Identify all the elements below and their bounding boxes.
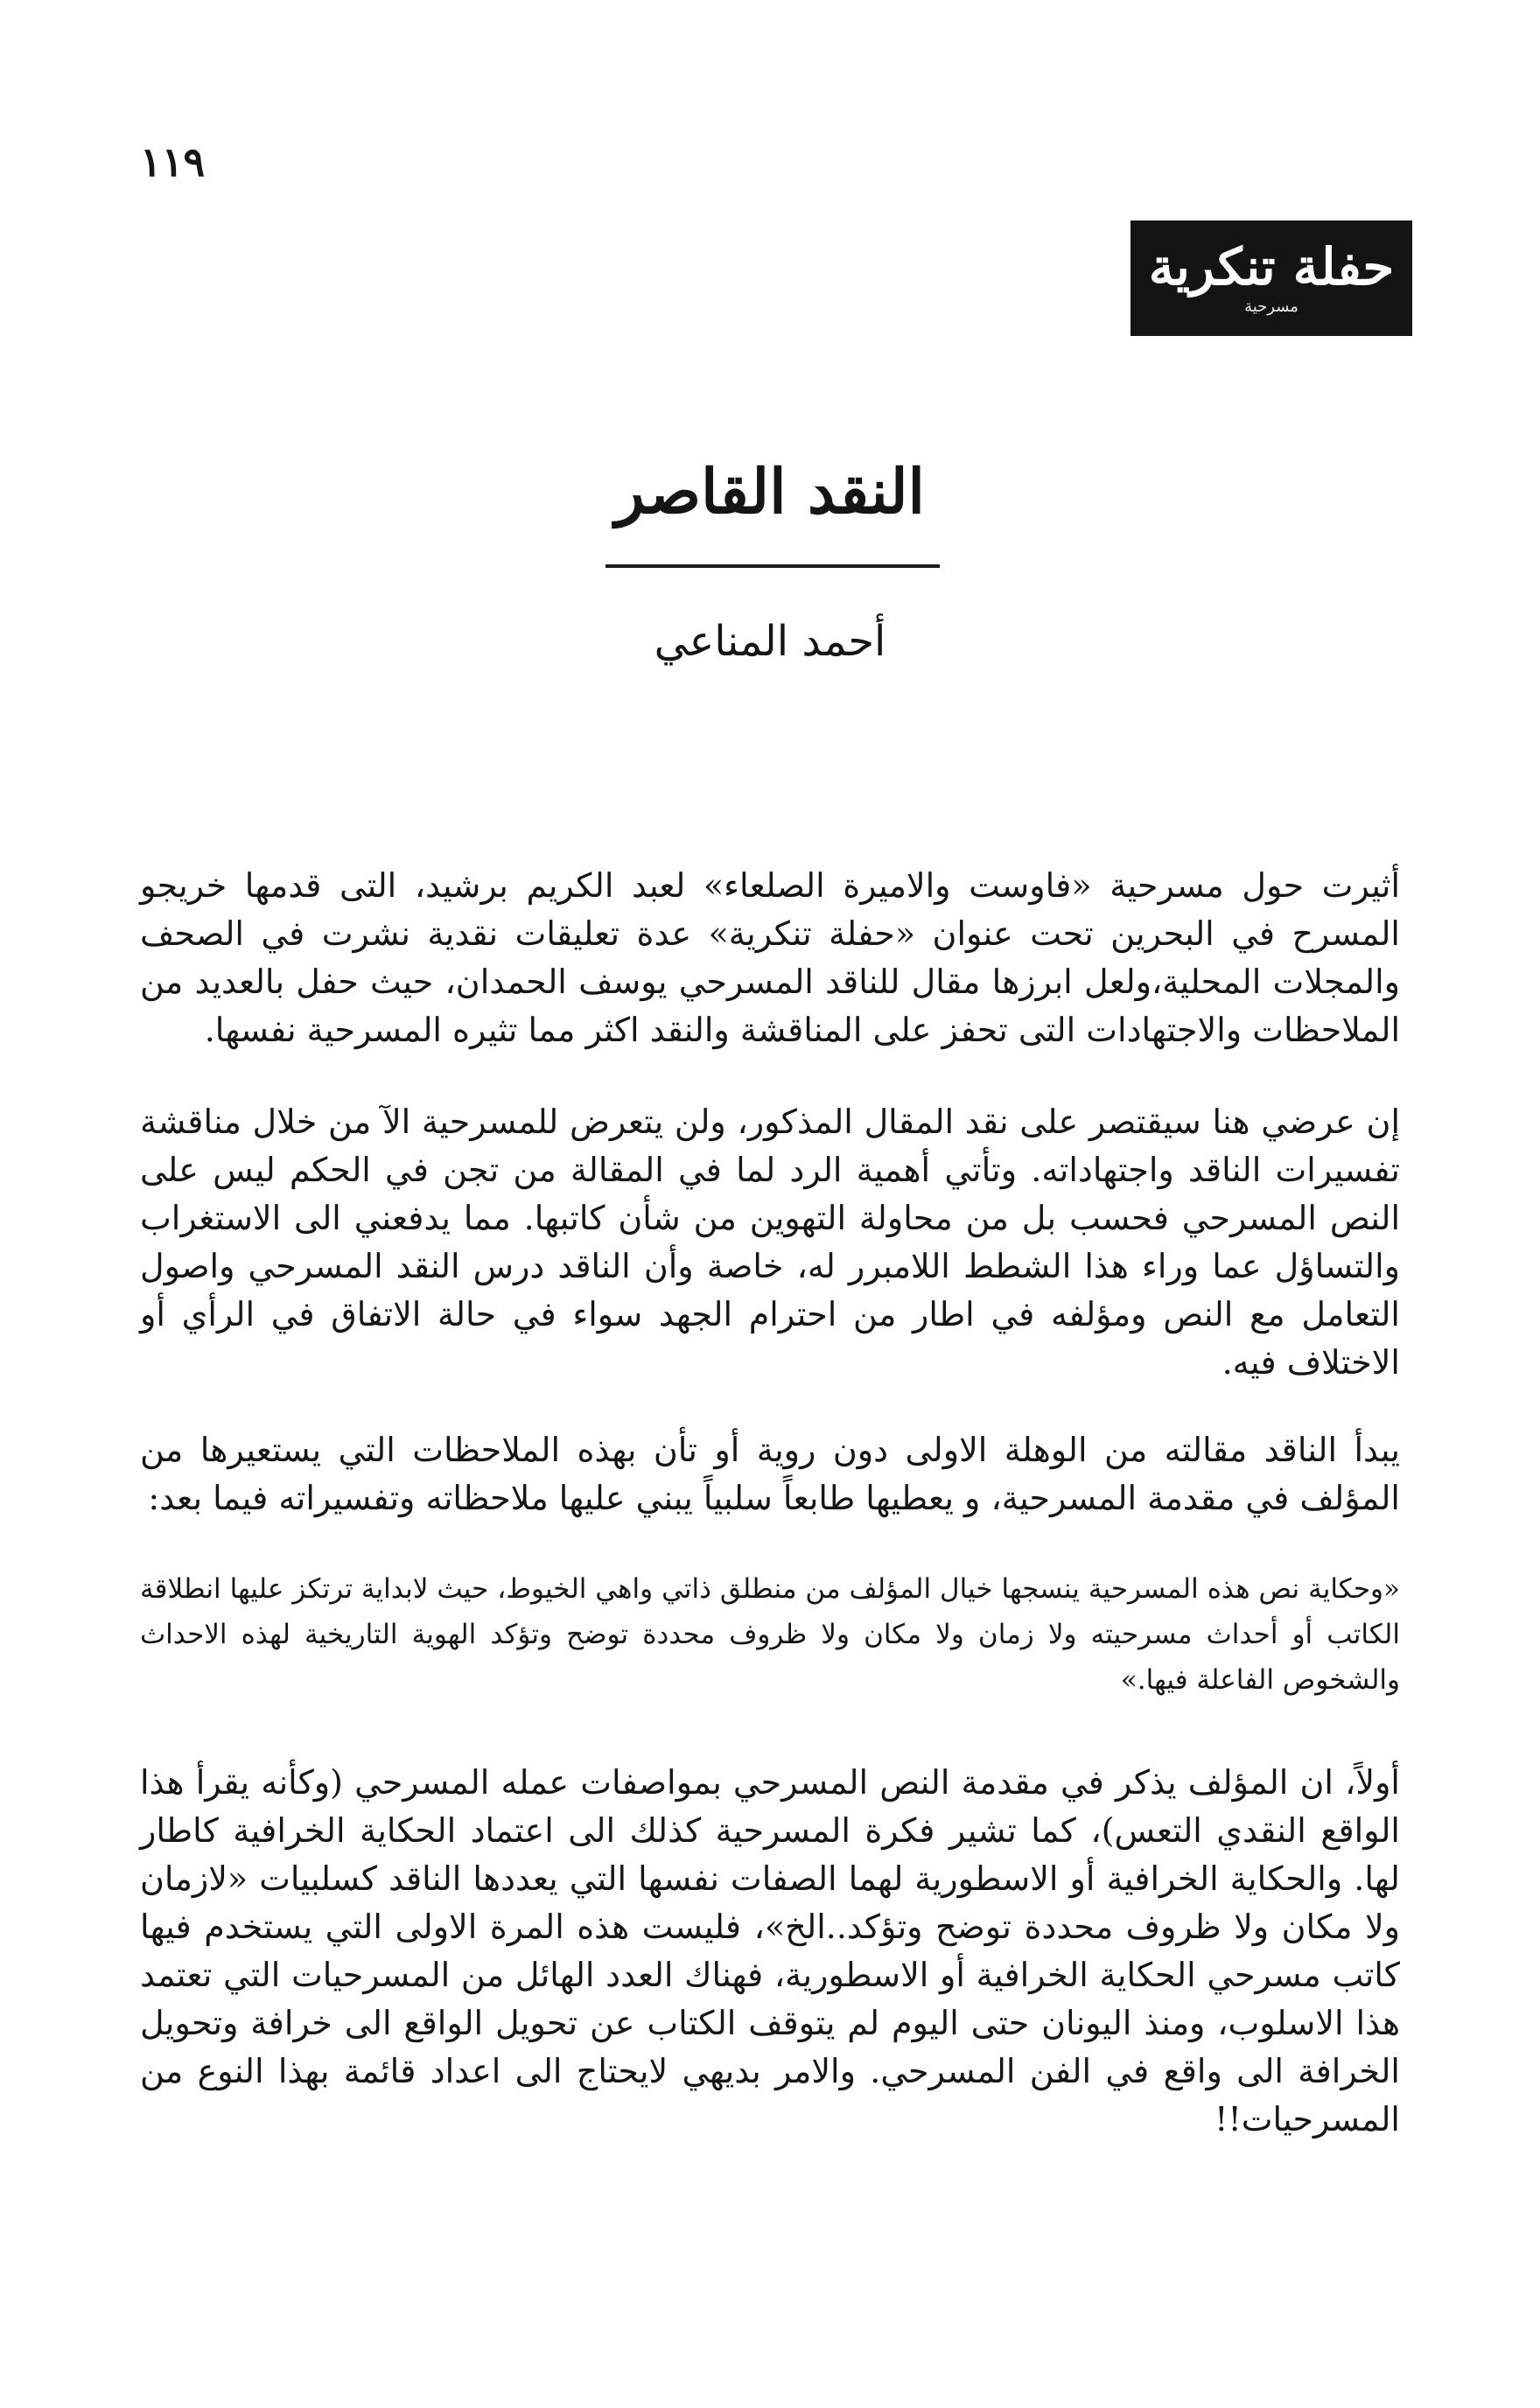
paragraph xyxy=(140,1759,1400,2144)
section-logo xyxy=(1130,220,1412,336)
logo-subtitle: مسرحية xyxy=(1244,297,1298,316)
paragraph xyxy=(140,862,1400,1054)
article-author: أحمد المناعي xyxy=(654,617,886,666)
paragraph xyxy=(140,1098,1400,1387)
article-title: النقد القاصر xyxy=(615,455,925,528)
paragraph-text: أولاً، ان المؤلف يذكر في مقدمة النص المسرحي بمواصفات عمله المسرحي (وكأنه يقرأ هذا الواقع النقدي التعس)، كما تشير فكرة المسرحية كذلك الى اعتماد الحكاية الخرافية كاطار لها. والحكاية الخرافية أو الاسطورية لهما الصفات نفسها التي يعددها الناقد كسلبيات «لازمان ولا مكان ولا ظروف محددة توضح وتؤكد..الخ»، فليست هذه المرة الاولى التي يستخدم فيها كاتب مسرحي الحكاية الخرافية أو الاسطورية، فهناك العدد الهائل من المسرحيات التي تعتمد هذا الاسلوب، ومنذ اليونان حتى اليوم لم يتوقف الكتاب عن تحويل الواقع الى خرافة وتحويل الخرافة الى واقع في الفن المسرحي. والامر بديهي لايحتاج الى اعداد قائمة بهذا النوع من المسرحيات!! xyxy=(140,1763,1400,2138)
page-number: ١١٩ xyxy=(140,138,206,186)
logo-title: حفلة تنكرية xyxy=(1148,236,1395,297)
title-underline xyxy=(606,564,940,568)
paragraph-text: أثيرت حول مسرحية «فاوست والاميرة الصلعاء» لعبد الكريم برشيد، التى قدمها خريجو المسرح في البحرين تحت عنوان «حفلة تنكرية» عدة تعليقات نقدية نشرت في الصحف والمجلات المحلية،ولعل ابرزها مقال للناقد المسرحي يوسف الحمدان، حيث حفل بالعديد من الملاحظات والاجتهادات التى تحفز على المناقشة والنقد اكثر مما تثيره المسرحية نفسها. xyxy=(140,866,1400,1049)
block-quote xyxy=(140,1566,1400,1703)
quote-text: «وحكاية نص هذه المسرحية ينسجها خيال المؤلف من منطلق ذاتي واهي الخيوط، حيث لابداية ترتكز عليها انطلاقة الكاتب أو أحداث مسرحيته ولا زمان ولا مكان ولا ظروف محددة توضح وتؤكد الهوية التاريخية لهذه الاحداث والشخوص الفاعلة فيها.» xyxy=(140,1573,1400,1696)
paragraph xyxy=(140,1426,1400,1522)
paragraph-text: يبدأ الناقد مقالته من الوهلة الاولى دون روية أو تأن بهذه الملاحظات التي يستعيرها من المؤلف في مقدمة المسرحية، و يعطيها طابعاً سلبياً يبني عليها ملاحظاته وتفسيراته فيما بعد: xyxy=(140,1431,1400,1517)
paragraph-text: إن عرضي هنا سيقتصر على نقد المقال المذكور، ولن يتعرض للمسرحية الآ من خلال مناقشة تفسيرات الناقد واجتهاداته. وتأتي أهمية الرد لما في المقالة من تجن في الحكم ليس على النص المسرحي فحسب بل من محاولة التهوين من شأن كاتبها. مما يدفعني الى الاستغراب والتساؤل عما وراء هذا الشطط اللامبرر له، خاصة وأن الناقد درس النقد المسرحي واصول التعامل مع النص ومؤلفه في اطار من احترام الجهد سواء في حالة الاتفاق في الرأي أو الاختلاف فيه. xyxy=(140,1102,1400,1382)
